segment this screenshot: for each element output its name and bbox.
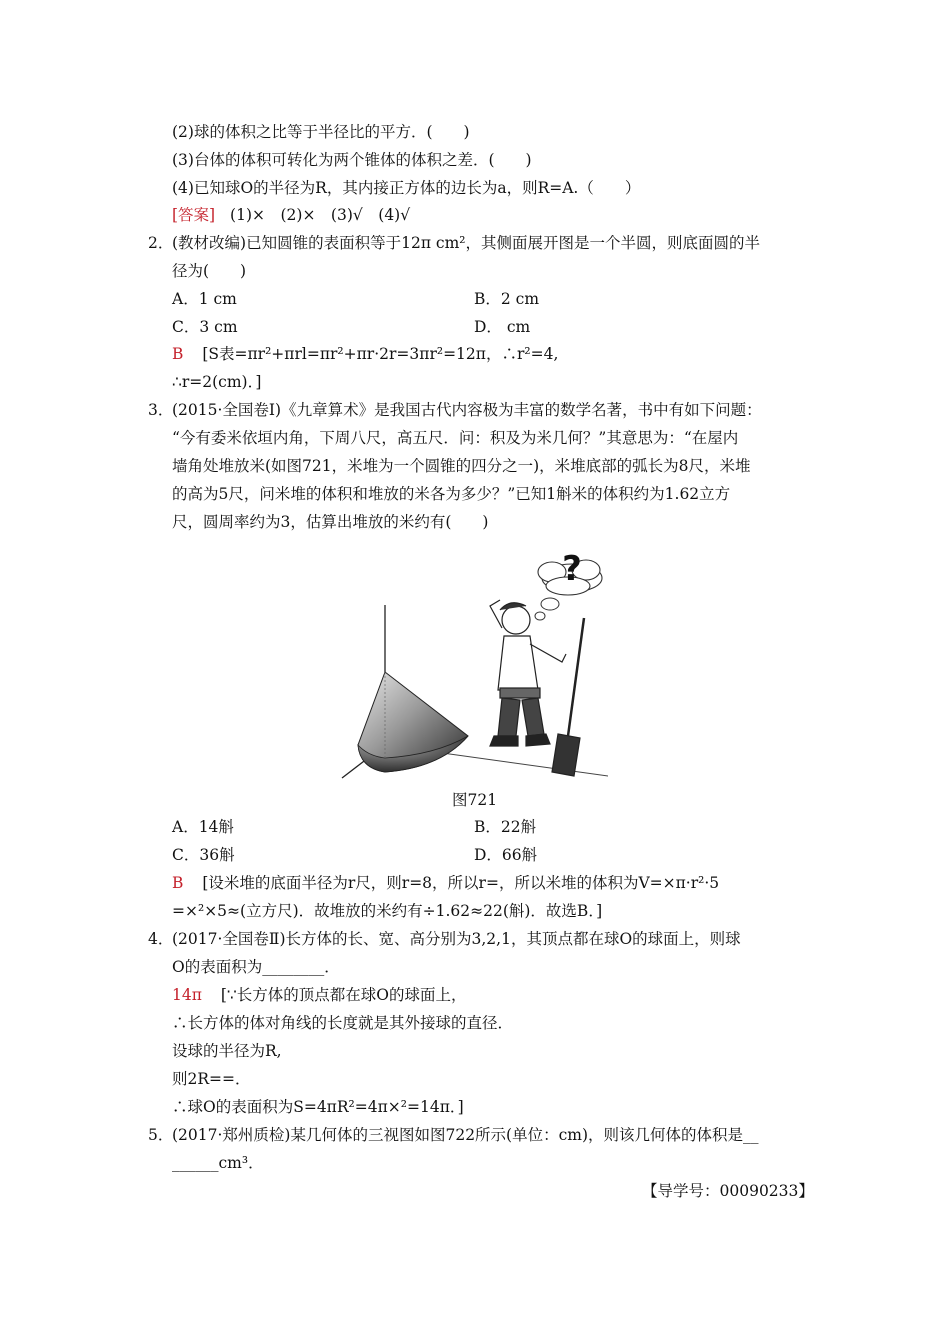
q4-line-2: O的表面积为________． xyxy=(172,958,340,976)
q5-number: 5． xyxy=(148,1126,174,1144)
q2-number: 2． xyxy=(148,234,174,252)
q3-line-5: 尺，圆周率约为3，估算出堆放的米约有( ) xyxy=(172,513,489,531)
q2-solution-text: [S表=πr²+πrl=πr²+πr·2r=3πr²=12π，∴r²=4, xyxy=(202,345,559,363)
q3-solution-line-2: =×²×5≈(立方尺)．故堆放的米约有÷1.62≈22(斛)．故选B．] xyxy=(172,902,603,920)
q2-option-b: B．2 cm xyxy=(474,290,540,308)
thought-cloud xyxy=(535,549,602,620)
q2-line-2: 径为( ) xyxy=(172,262,247,280)
q2-answer-letter: B xyxy=(172,345,184,363)
q3-option-a: A．14斛 xyxy=(172,818,234,836)
q2-solution-line-2: ∴r=2(cm)．] xyxy=(172,373,262,391)
answer-tag: [答案] xyxy=(172,206,216,224)
q5-line-1: (2017·郑州质检)某几何体的三视图如图722所示(单位：cm)，则该几何体的体积是__ xyxy=(172,1126,759,1144)
person-illustration xyxy=(490,600,584,776)
q4-solution-line-4: 则2R==． xyxy=(172,1070,251,1088)
q3-line-2: “今有委米依垣内角，下周八尺，高五尺．问：积及为米几何？”其意思为：“在屋内 xyxy=(172,429,739,447)
q4-answer: 14π xyxy=(172,986,202,1004)
q3-option-b: B．22斛 xyxy=(474,818,537,836)
q3-solution-line-1 xyxy=(172,873,719,893)
q1-answer xyxy=(172,205,410,225)
q3-line-3: 墙角处堆放米(如图721，米堆为一个圆锥的四分之一)，米堆底部的弧长为8尺，米堆 xyxy=(172,457,751,475)
rice-pile-figure xyxy=(340,540,608,780)
q2-option-c: C．3 cm xyxy=(172,318,238,336)
q2-option-d: D． cm xyxy=(474,318,531,336)
q3-line-4: 的高为5尺，问米堆的体积和堆放的米各为多少？”已知1斛米的体积约为1.62立方 xyxy=(172,485,731,503)
answer-text: (1)× (2)× (3)√ (4)√ xyxy=(230,206,411,224)
q3-solution-text: [设米堆的底面半径为r尺，则r=8，所以r=，所以米堆的体积为V=×π·r²·5 xyxy=(202,874,720,892)
q2-line-1: (教材改编)已知圆锥的表面积等于12π cm²，其侧面展开图是一个半圆，则底面圆的半 xyxy=(172,234,761,252)
q3-answer-letter: B xyxy=(172,874,184,892)
q3-line-1: (2015·全国卷Ⅰ)《九章算术》是我国古代内容极为丰富的数学名著，书中有如下问题： xyxy=(172,401,762,419)
q4-number: 4． xyxy=(148,930,174,948)
question-mark-glyph: ? xyxy=(562,549,582,589)
q4-solution-line-5: ∴球O的表面积为S=4πR²=4π×²=14π．] xyxy=(172,1098,464,1116)
figure-caption: 图721 xyxy=(452,791,498,809)
q1-item-2: (2)球的体积之比等于半径比的平方．( ) xyxy=(172,123,470,141)
guide-number: 【导学号：00090233】 xyxy=(642,1182,814,1200)
q4-line-1: (2017·全国卷Ⅱ)长方体的长、宽、高分别为3,2,1，其顶点都在球O的球面上，则球 xyxy=(172,930,741,948)
q4-solution-text: [∵长方体的顶点都在球O的球面上， xyxy=(220,986,467,1004)
q2-solution-line-1 xyxy=(172,344,558,364)
q5-line-2: ______cm³． xyxy=(172,1154,264,1172)
q3-number: 3． xyxy=(148,401,174,419)
q3-option-d: D．66斛 xyxy=(474,846,538,864)
q3-option-c: C．36斛 xyxy=(172,846,235,864)
q4-solution-line-2: ∴长方体的体对角线的长度就是其外接球的直径． xyxy=(172,1014,514,1032)
q4-solution-line-3: 设球的半径为R, xyxy=(172,1042,282,1060)
q1-item-3: (3)台体的体积可转化为两个锥体的体积之差．( ) xyxy=(172,151,532,169)
q2-option-a: A．1 cm xyxy=(172,290,237,308)
q4-solution-line-1 xyxy=(172,985,466,1005)
q1-item-4: (4)已知球O的半径为R，其内接正方体的边长为a，则R=A.（ ） xyxy=(172,179,641,197)
